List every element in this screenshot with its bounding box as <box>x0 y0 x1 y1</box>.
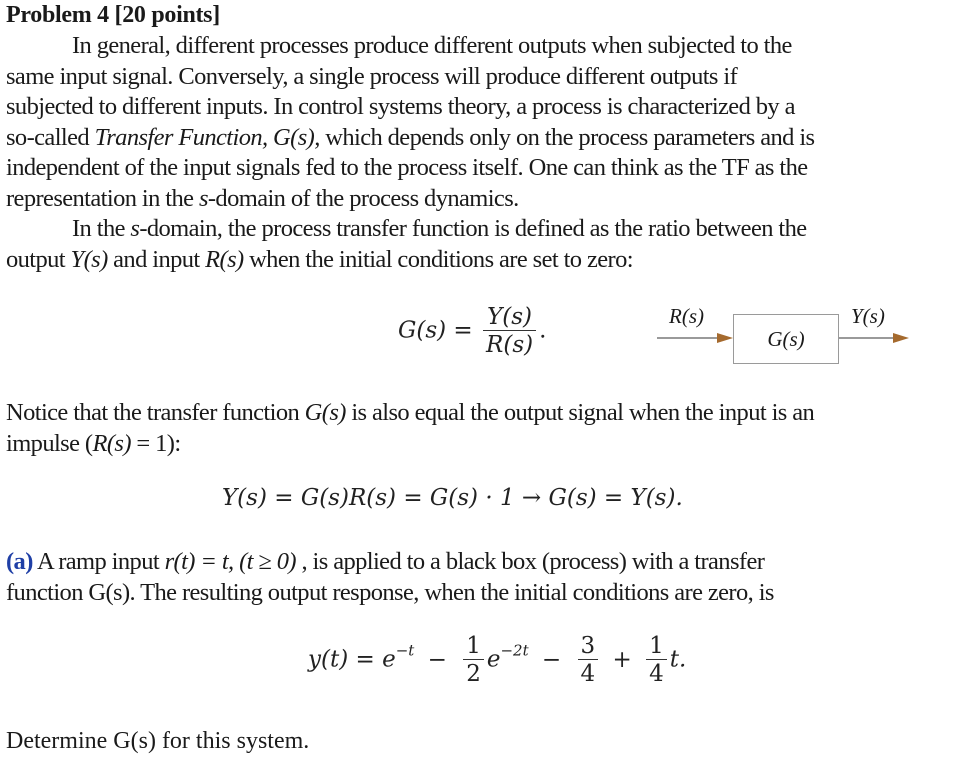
s-term: s <box>130 215 140 242</box>
frac2-den: 4 <box>580 661 596 687</box>
intro-text-1: In general, different processes produce different outputs when subjected to the <box>72 32 792 59</box>
transfer-block <box>733 314 839 364</box>
frac3-num: 1 <box>649 633 664 659</box>
intro-text-6b: -domain of the process dynamics. <box>207 185 519 212</box>
intro-line-6 <box>6 184 948 215</box>
part-a-text-2: function G(s). The resulting output response, when the initial conditions are zero, is <box>6 579 774 606</box>
intro-text-4b: which depends only on the process parameters and is <box>319 124 815 151</box>
intro-text-4a: so-called <box>6 124 95 151</box>
resp-frac2 <box>578 633 599 688</box>
tf-fraction <box>483 304 536 359</box>
transfer-function-equation <box>398 304 546 359</box>
frac1-num: 1 <box>466 633 481 659</box>
tf-period: . <box>539 317 547 344</box>
block-diagram <box>655 302 925 372</box>
input-arrow-icon <box>717 333 733 343</box>
part-a-text-1b: , is applied to a black box (process) with a transfer <box>295 548 765 575</box>
input-line <box>657 337 719 339</box>
resp-frac1 <box>463 633 484 688</box>
definition-line-2 <box>6 245 948 276</box>
def-text-1b: -domain, the process transfer function is defined as the ratio between the <box>139 215 807 242</box>
g-symbol: G(s) <box>304 399 346 426</box>
output-symbol: Y(s) <box>70 246 108 273</box>
def-text-2c: when the initial conditions are set to zero: <box>243 246 633 273</box>
intro-text-2: same input signal. Conversely, a single process will produce different outputs if <box>6 63 738 90</box>
resp-minus2: − <box>541 646 562 673</box>
impulse-text-2b: = 1): <box>130 430 181 457</box>
intro-line-5 <box>6 153 948 184</box>
resp-exp2: −2t <box>500 641 529 660</box>
frac3-den: 4 <box>649 661 664 687</box>
output-line <box>839 337 895 339</box>
impulse-line-1 <box>6 398 948 429</box>
definition-line-1 <box>6 214 948 245</box>
intro-line-3 <box>6 92 948 123</box>
response-equation <box>308 633 686 688</box>
frac1-den: 2 <box>466 661 481 687</box>
impulse-line-2 <box>6 429 948 460</box>
r-symbol: R(s) <box>92 430 131 457</box>
resp-tail: t. <box>669 646 687 673</box>
impulse-equation: Y(s) = G(s)R(s) = G(s) · 1 → G(s) = Y(s). <box>222 485 683 511</box>
input-symbol: R(s) <box>205 246 244 273</box>
frac2-num: 3 <box>580 633 596 659</box>
impulse-text-1b: is also equal the output signal when the input is an <box>345 399 815 426</box>
part-a-text-1a: A ramp input <box>32 548 165 575</box>
block-label: G(s) <box>767 326 805 351</box>
resp-lhs: y(t) = e <box>308 646 396 673</box>
transfer-function-term: Transfer Function, G(s), <box>94 124 320 151</box>
problem-title: Problem 4 [20 points] <box>6 2 220 28</box>
part-a-line-2 <box>6 578 948 609</box>
def-text-2a: output <box>6 246 71 273</box>
tf-denominator: R(s) <box>486 332 534 358</box>
intro-line-4 <box>6 123 948 154</box>
resp-exp1: −t <box>395 641 415 660</box>
intro-text-5: independent of the input signals fed to the process itself. One can think as the TF as the <box>6 154 808 181</box>
intro-text-3: subjected to different inputs. In control systems theory, a process is characterized by a <box>6 93 795 120</box>
resp-minus1: − <box>427 646 447 673</box>
def-text-2b: and input <box>107 246 206 273</box>
resp-frac3 <box>646 633 667 688</box>
impulse-text-2a: impulse ( <box>6 430 93 457</box>
intro-text-6a: representation in the <box>6 185 199 212</box>
def-text-1a: In the <box>72 215 131 242</box>
input-signal-label: R(s) <box>669 304 704 328</box>
s-term: s <box>198 185 208 212</box>
resp-plus: + <box>612 646 632 673</box>
part-a-label: (a) <box>6 548 33 575</box>
resp-e2: e <box>486 646 501 673</box>
tf-lhs: G(s) = <box>398 317 473 344</box>
intro-line-2 <box>6 62 948 93</box>
output-arrow-icon <box>893 333 909 343</box>
output-signal-label: Y(s) <box>851 304 885 328</box>
tf-numerator: Y(s) <box>487 304 533 330</box>
impulse-text-1a: Notice that the transfer function <box>6 399 305 426</box>
question-text: Determine G(s) for this system. <box>6 728 310 754</box>
ramp-input-expr: r(t) = t, (t ≥ 0) <box>164 548 296 575</box>
intro-line-1 <box>6 31 948 62</box>
part-a-line-1 <box>6 547 948 578</box>
